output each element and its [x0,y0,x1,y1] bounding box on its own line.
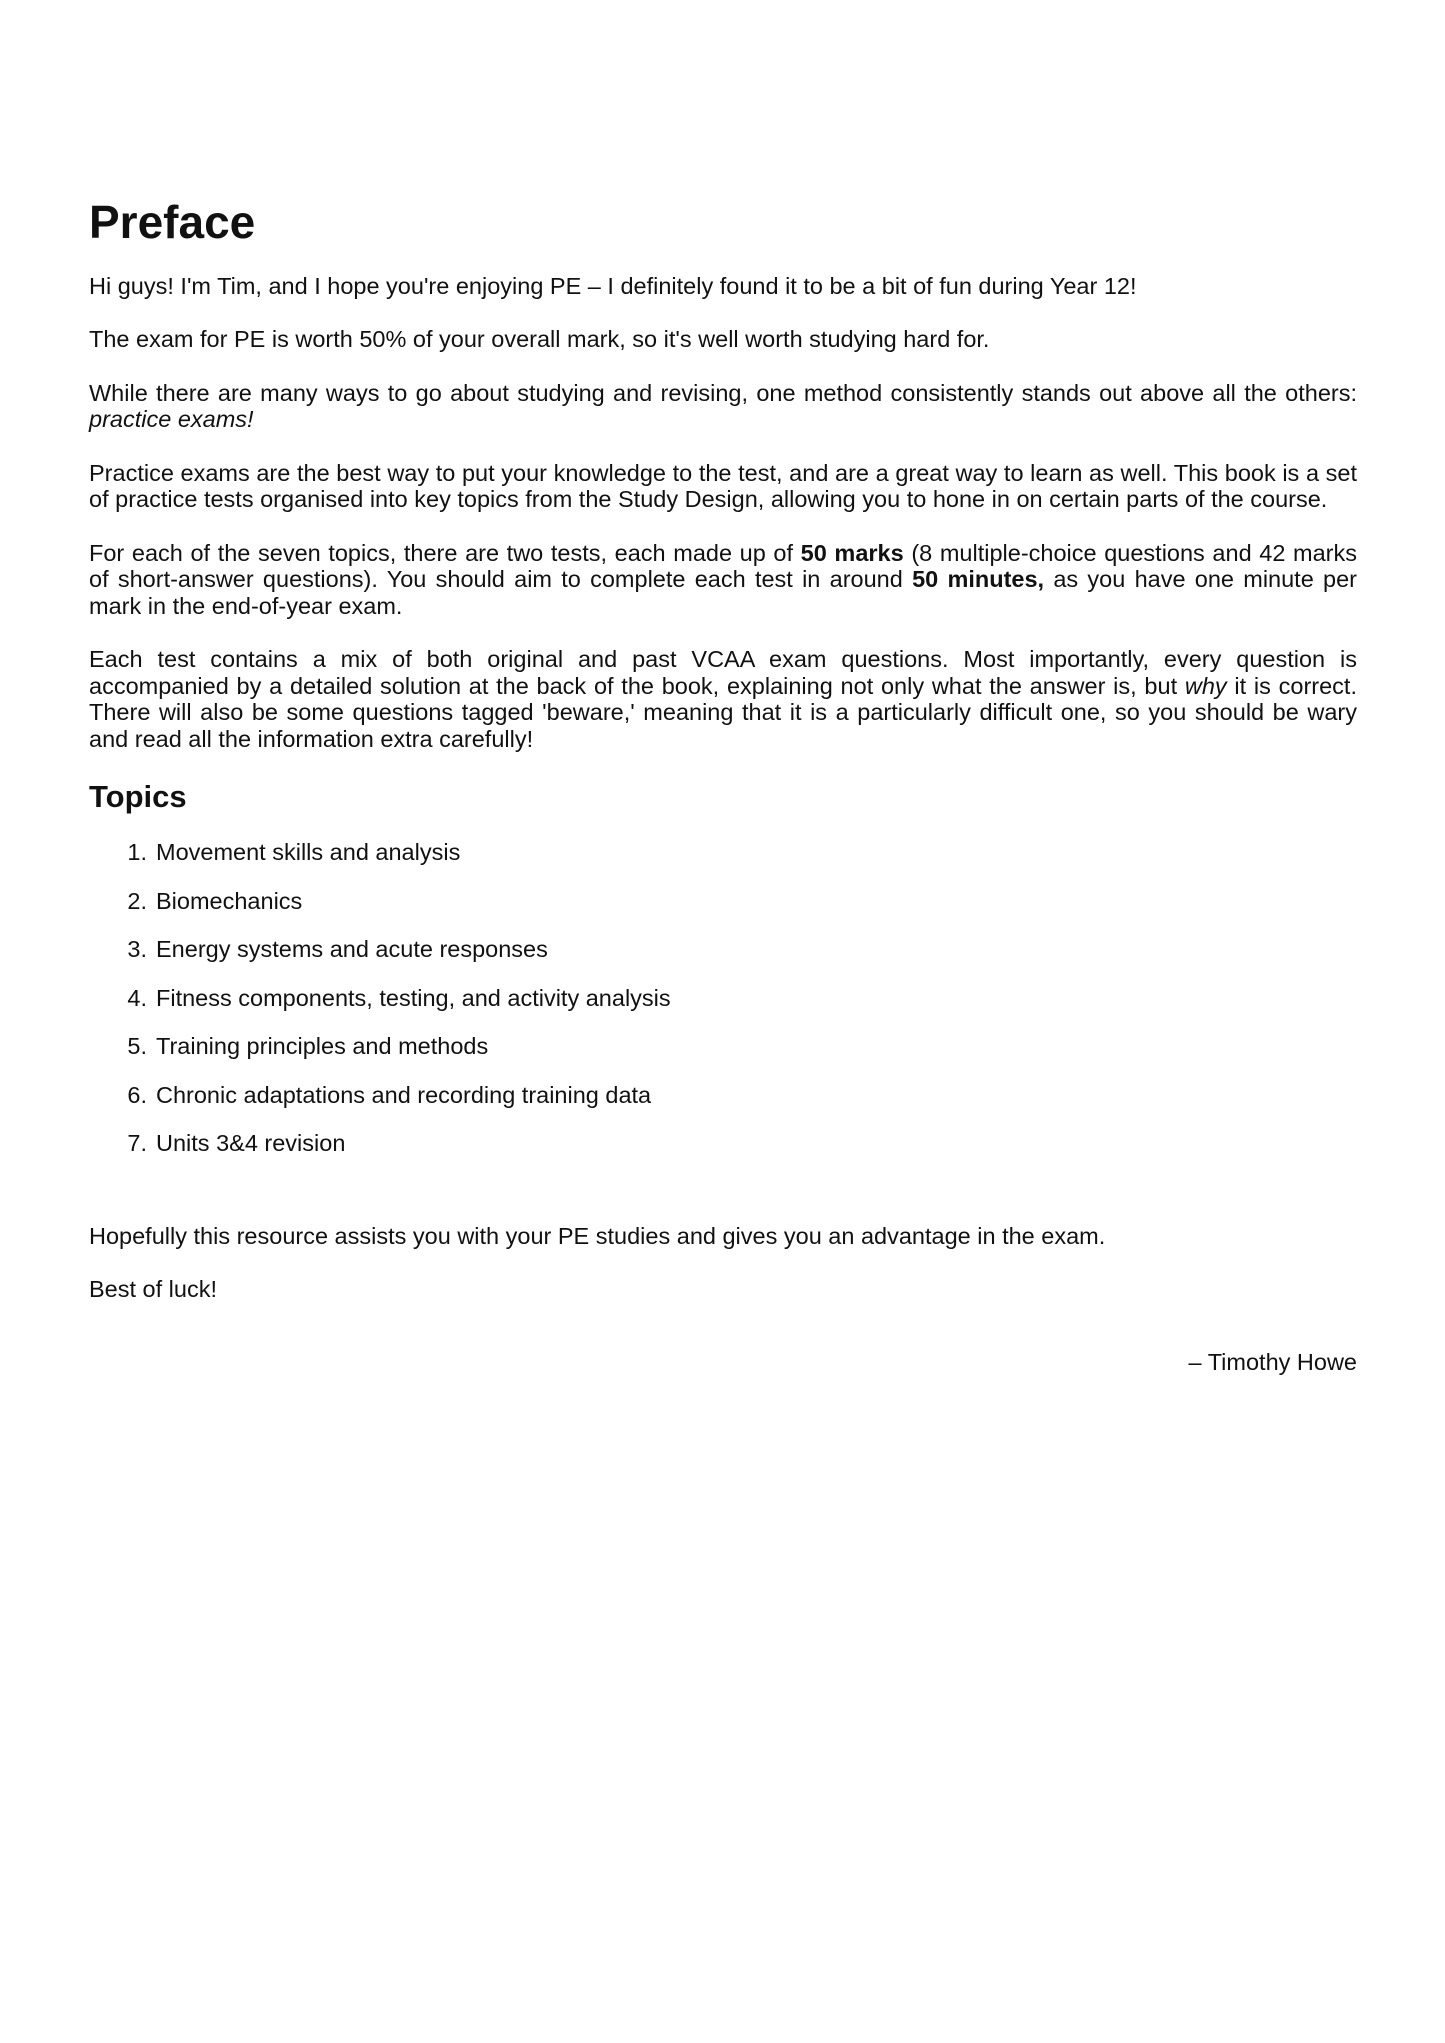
paragraph-methods-emphasis: practice exams! [89,406,254,433]
topic-label: Chronic adaptations and recording training data [156,1081,652,1108]
document-page [89,196,1357,1375]
structure-text-a: For each of the seven topics, there are two tests, each made up of [89,539,801,566]
list-item [89,888,1357,937]
list-item [89,839,1357,888]
paragraph-methods-text: While there are many ways to go about studying and revising, one method consistently stands out above all the others: [89,379,1357,406]
paragraph-intro: Hi guys! I'm Tim, and I hope you're enjoying PE – I definitely found it to be a bit of fun during Year 12! [89,272,1137,299]
topic-label: Units 3&4 revision [156,1130,346,1157]
paragraph-good-luck: Best of luck! [89,1276,217,1303]
paragraph-closing: Hopefully this resource assists you with your PE studies and gives you an advantage in the exam. [89,1222,1106,1249]
structure-text-b: (8 multiple-choice questions and 42 marks of short-answer questions). You should aim to complete each test in around [89,539,1358,593]
topic-number: 7. [127,1130,147,1157]
list-item [89,936,1357,985]
contents-text-a: Each test contains a mix of both original and past VCAA exam questions. Most importantly, every question is accompanied by a detailed solution at the back of the book, explaining not only what the answer is, but [89,646,1357,699]
topic-number: 6. [127,1081,147,1108]
paragraph-test-contents [89,646,1357,752]
structure-text-c: as you have one minute per mark in the end-of-year exam. [89,566,1358,619]
topic-label: Training principles and methods [156,1033,489,1060]
author-signature: – Timothy Howe [1188,1348,1357,1375]
paragraph-test-structure [89,540,1357,620]
structure-marks-bold: 50 marks [800,539,904,566]
topic-label: Biomechanics [156,887,303,914]
topic-label: Movement skills and analysis [156,839,461,866]
topic-number: 4. [127,984,147,1011]
contents-text-b: it is correct. There will also be some questions tagged 'beware,' meaning that it is a particularly difficult one, so you should be wary and read all the information extra carefully! [89,672,1357,752]
list-item [89,1130,1357,1179]
list-item [89,1082,1357,1131]
page-title: Preface [89,196,256,248]
paragraph-practice-exams: Practice exams are the best way to put your knowledge to the test, and are a great way to learn as well. This book is a set of practice tests organised into key topics from the Study Design, allowing you to hone in on certain parts of the course. [89,459,1357,513]
topic-number: 1. [127,839,147,866]
topic-label: Fitness components, testing, and activity analysis [156,984,671,1011]
topic-label: Energy systems and acute responses [156,936,548,963]
contents-why-emphasis: why [1184,672,1227,699]
list-item [89,985,1357,1034]
topic-number: 3. [127,936,147,963]
topics-heading: Topics [89,779,187,815]
topic-number: 5. [127,1033,147,1060]
list-item [89,1033,1357,1082]
paragraph-methods [89,380,1357,433]
structure-minutes-bold: 50 minutes, [912,566,1045,593]
topics-list [89,839,1357,1179]
paragraph-exam-worth: The exam for PE is worth 50% of your overall mark, so it's well worth studying hard for. [89,326,990,353]
topic-number: 2. [127,887,147,914]
